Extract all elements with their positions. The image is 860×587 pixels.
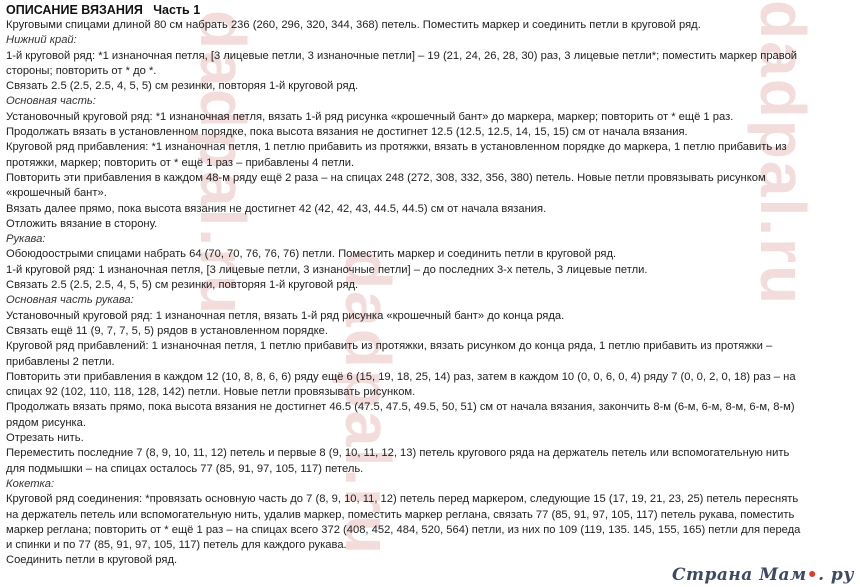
watermark-text-1: dadpal.ru — [747, 0, 819, 307]
text-line: 1-й круговой ряд: 1 изнаночная петля, [3 лицевые петли, 3 изнаночные петли] – до последних 3-х петель, 3 лицевые петли. — [6, 263, 648, 276]
text-line: Связать 2.5 (2.5, 2.5, 4, 5, 5) см резинки, повторяя 1-й круговой ряд. — [6, 279, 359, 292]
text-line: стороны; повторить от * до *. — [6, 64, 157, 77]
text-line: Обоюдоострыми спицами набрать 64 (70, 70, 76, 76, 76) петли. Поместить маркер и соединить петли в круговой ряд. — [6, 248, 617, 261]
text-line: Продолжать вязать прямо, пока высота вязания не достигнет 46.5 (47.5, 47.5, 49.5, 50, 51) см от начала вязания, закончить 8-м (6-м, 6-м, 8-м, 6-м, 8-м) — [6, 401, 795, 414]
text-line: Продолжать вязать в установленном порядке, пока высота вязания не достигнет 12.5 (12.5, 12.5, 14, 15, 15) см от начала вязания. — [6, 126, 688, 139]
watermark-text-3: dadpal.ru — [187, 10, 259, 317]
text-line: Установочный круговой ряд: 1 изнаночная петля, вязать 1-й ряд рисунка «крошечный бант» до конца ряда. — [6, 309, 565, 322]
watermark-text-2: dadpal.ru — [332, 250, 404, 557]
text-line: Круговой ряд прибавлений: 1 изнаночная петля, 1 петлю прибавить из протяжки, вязать рисунком до конца ряда, 1 петлю прибавить из протяжки – — [6, 340, 773, 353]
text-line: Соединить петли в круговой ряд. — [6, 554, 178, 567]
text-line: Отложить вязание в сторону. — [6, 217, 158, 230]
document-body — [6, 18, 854, 569]
text-line: для подмышки – на спицах осталось 77 (85, 91, 97, 105, 117) петель. — [6, 462, 364, 475]
title-main: ОПИСАНИЕ ВЯЗАНИЯ — [6, 3, 143, 17]
section-heading: Основная часть рукава: — [6, 294, 134, 307]
text-line: протяжки, маркер; повторить от * ещё 1 раз – прибавлены 4 петли. — [6, 156, 355, 169]
section-heading: Кокетка: — [6, 477, 55, 490]
text-line: маркер реглана; повторить от * ещё 1 раз – на спицах всего 372 (408, 452, 484, 520, 564) петли, из них по 109 (119, 135. 145, 155, 165) петли для переда — [6, 523, 801, 536]
text-line: «крошечный бант». — [6, 187, 107, 200]
text-line: рядом рисунка. — [6, 416, 87, 429]
section-heading: Основная часть: — [6, 95, 96, 108]
text-line: 1-й круговой ряд: *1 изнаночная петля, [3 лицевые петли, 3 изнаночные петли] – 19 (21, 24, 26, 28, 30) раз, 3 лицевые петли*; поместить маркер правой — [6, 49, 798, 62]
text-line: Связать ещё 11 (9, 7, 7, 5, 5) рядов в установленном порядке. — [6, 324, 328, 337]
text-line: Связать 2.5 (2.5, 2.5, 4, 5, 5) см резинки, повторяя 1-й круговой ряд. — [6, 80, 359, 93]
text-line: Отрезать нить. — [6, 432, 84, 445]
section-heading: Рукава: — [6, 233, 46, 246]
page-title — [6, 2, 854, 18]
logo-dot: • — [806, 565, 819, 585]
text-line: Установочный круговой ряд: *1 изнаночная петля, вязать 1-й ряд рисунка «крошечный бант» до маркера, маркер; повторить от * ещё 1 раз. — [6, 110, 734, 123]
text-line: Повторить эти прибавления в каждом 48-м ряду ещё 2 раза – на спицах 248 (272, 308, 332, 356, 380) петель. Новые петли провязывать рисунком — [6, 171, 766, 184]
logo-text: Страна Мам — [671, 565, 807, 585]
text-line: Повторить эти прибавления в каждом 12 (10, 8, 8, 6, 6) ряду ещё 6 (15, 19, 18, 25, 14) раз, затем в каждом 10 (0, 0, 6, 0, 4) ряду 7 (0, 0, 2, 0, 18) раз – на — [6, 370, 796, 383]
site-logo — [672, 565, 854, 585]
logo-suffix: . ру — [818, 565, 854, 585]
text-line: Круговой ряд соединения: *провязать основную часть до 7 (8, 9, 10, 11, 12) петель перед маркером, следующие 15 (17, 19, 21, 23, 25) петель переснять — [6, 493, 799, 506]
section-heading: Нижний край: — [6, 34, 77, 47]
text-line: Круговыми спицами длиной 80 см набрать 236 (260, 296, 320, 344, 368) петель. Поместить маркер и соединить петли в круговой ряд. — [6, 19, 701, 31]
title-part: Часть 1 — [153, 3, 201, 17]
text-line: Круговой ряд прибавления: *1 изнаночная петля, 1 петлю прибавить из протяжки, вязать в установленном порядке до маркера, 1 петлю прибавить из — [6, 141, 787, 154]
text-line: на держатель петель или вспомогательную нить, удалив маркер, поместить маркер реглана, связать 77 (85, 91, 97, 105, 117) петель рукава, поместить — [6, 508, 795, 521]
text-line: спицах 92 (102, 110, 118, 128, 142) петли. Новые петли провязывать рисунком. — [6, 386, 416, 399]
text-line: и спинки и по 77 (85, 91, 97, 105, 117) петель для каждого рукава. — [6, 539, 347, 552]
text-line: Переместить последние 7 (8, 9, 10, 11, 12) петель и первые 8 (9, 10, 11, 12, 13) петель кругового ряда на держатель петель или вспомогательную нить — [6, 447, 790, 460]
text-line: Вязать далее прямо, пока высота вязания не достигнет 42 (42, 42, 43, 44.5, 44.5) см от начала вязания. — [6, 202, 547, 215]
text-line: прибавлены 2 петли. — [6, 355, 115, 368]
